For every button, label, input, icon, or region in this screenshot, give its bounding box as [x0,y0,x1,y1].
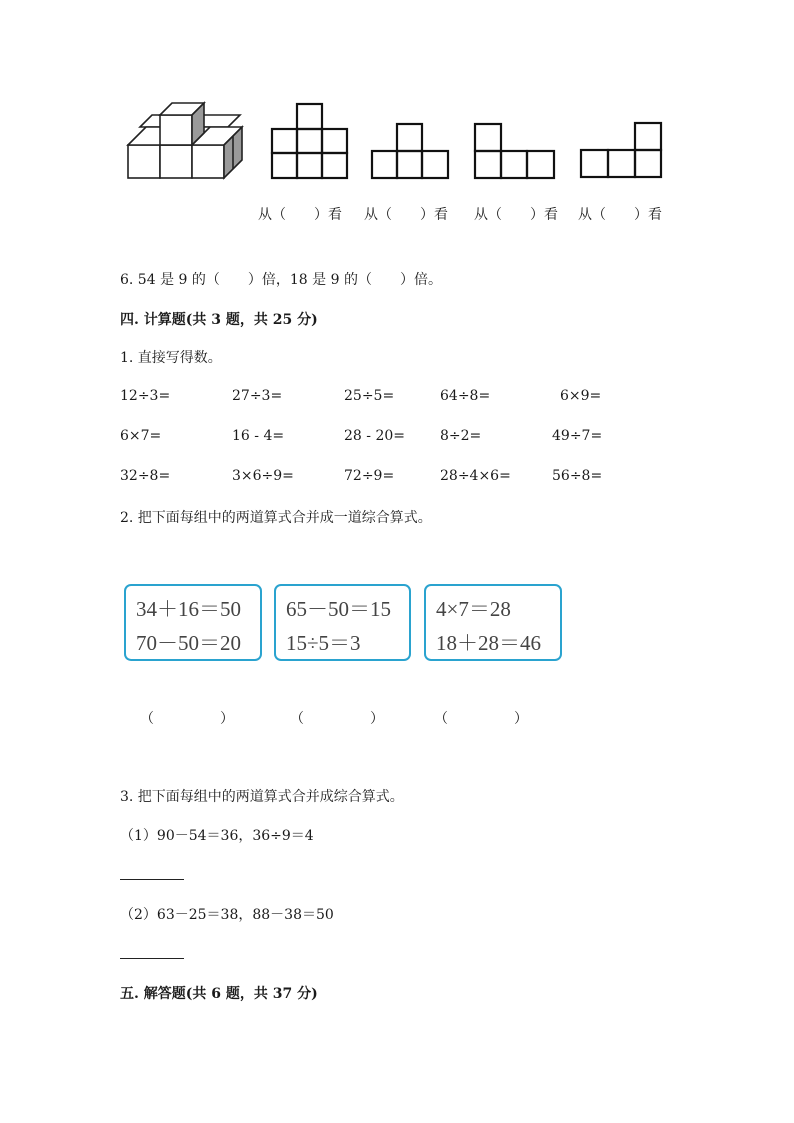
q2-title: 2. 把下面每组中的两道算式合并成一道综合算式。 [120,510,432,526]
calc-r1-c3: 25÷5= [344,388,395,404]
q3-title: 3. 把下面每组中的两道算式合并成综合算式。 [120,789,404,805]
calc-r2-c3: 28 - 20= [344,428,405,444]
calc-r2-c5: 49÷7= [552,428,603,444]
calc-r2-c2: 16 - 4= [232,428,285,444]
calc-r1-c4: 64÷8= [440,388,491,404]
view-label-3: 从（ ）看 [474,207,558,223]
equation-box-1-line2: 70－50＝20 [136,631,241,655]
equation-box-3 [424,584,562,661]
answer-blank-3[interactable]: （ ） [434,711,530,727]
q1-title: 1. 直接写得数。 [120,350,222,366]
view-label-4: 从（ ）看 [578,207,662,223]
equation-box-1-line1: 34＋16＝50 [136,597,241,621]
calc-r3-c1: 32÷8= [120,468,171,484]
calc-r1-c5: 6×9= [560,388,602,404]
equation-box-3-line1: 4×7＝28 [436,597,511,621]
calc-r2-c1: 6×7= [120,428,162,444]
view-4-figure [0,0,794,200]
equation-box-3-line2: 18＋28＝46 [436,631,541,655]
answer-line-1[interactable] [120,879,184,880]
calc-r3-c4: 28÷4×6= [440,468,511,484]
question-6: 6. 54 是 9 的（ ）倍，18 是 9 的（ ）倍。 [120,272,442,288]
calc-r1-c1: 12÷3= [120,388,171,404]
calc-r3-c5: 56÷8= [552,468,603,484]
q3-item-2: （2）63－25＝38，88－38＝50 [120,907,334,923]
q3-item-1: （1）90－54＝36，36÷9＝4 [120,828,314,844]
equation-box-2 [274,584,411,661]
equation-box-2-line1: 65－50＝15 [286,597,391,621]
answer-blank-1[interactable]: （ ） [140,711,236,727]
view-label-2: 从（ ）看 [364,207,448,223]
section-4-title: 四. 计算题(共 3 题，共 25 分) [120,312,318,328]
equation-box-2-line2: 15÷5＝3 [286,631,361,655]
calc-r2-c4: 8÷2= [440,428,482,444]
answer-line-2[interactable] [120,958,184,959]
calc-r3-c3: 72÷9= [344,468,395,484]
answer-blank-2[interactable]: （ ） [290,711,386,727]
equation-box-1 [124,584,262,661]
calc-r1-c2: 27÷3= [232,388,283,404]
view-label-1: 从（ ）看 [258,207,342,223]
calc-r3-c2: 3×6÷9= [232,468,294,484]
section-5-title: 五. 解答题(共 6 题，共 37 分) [120,986,318,1002]
